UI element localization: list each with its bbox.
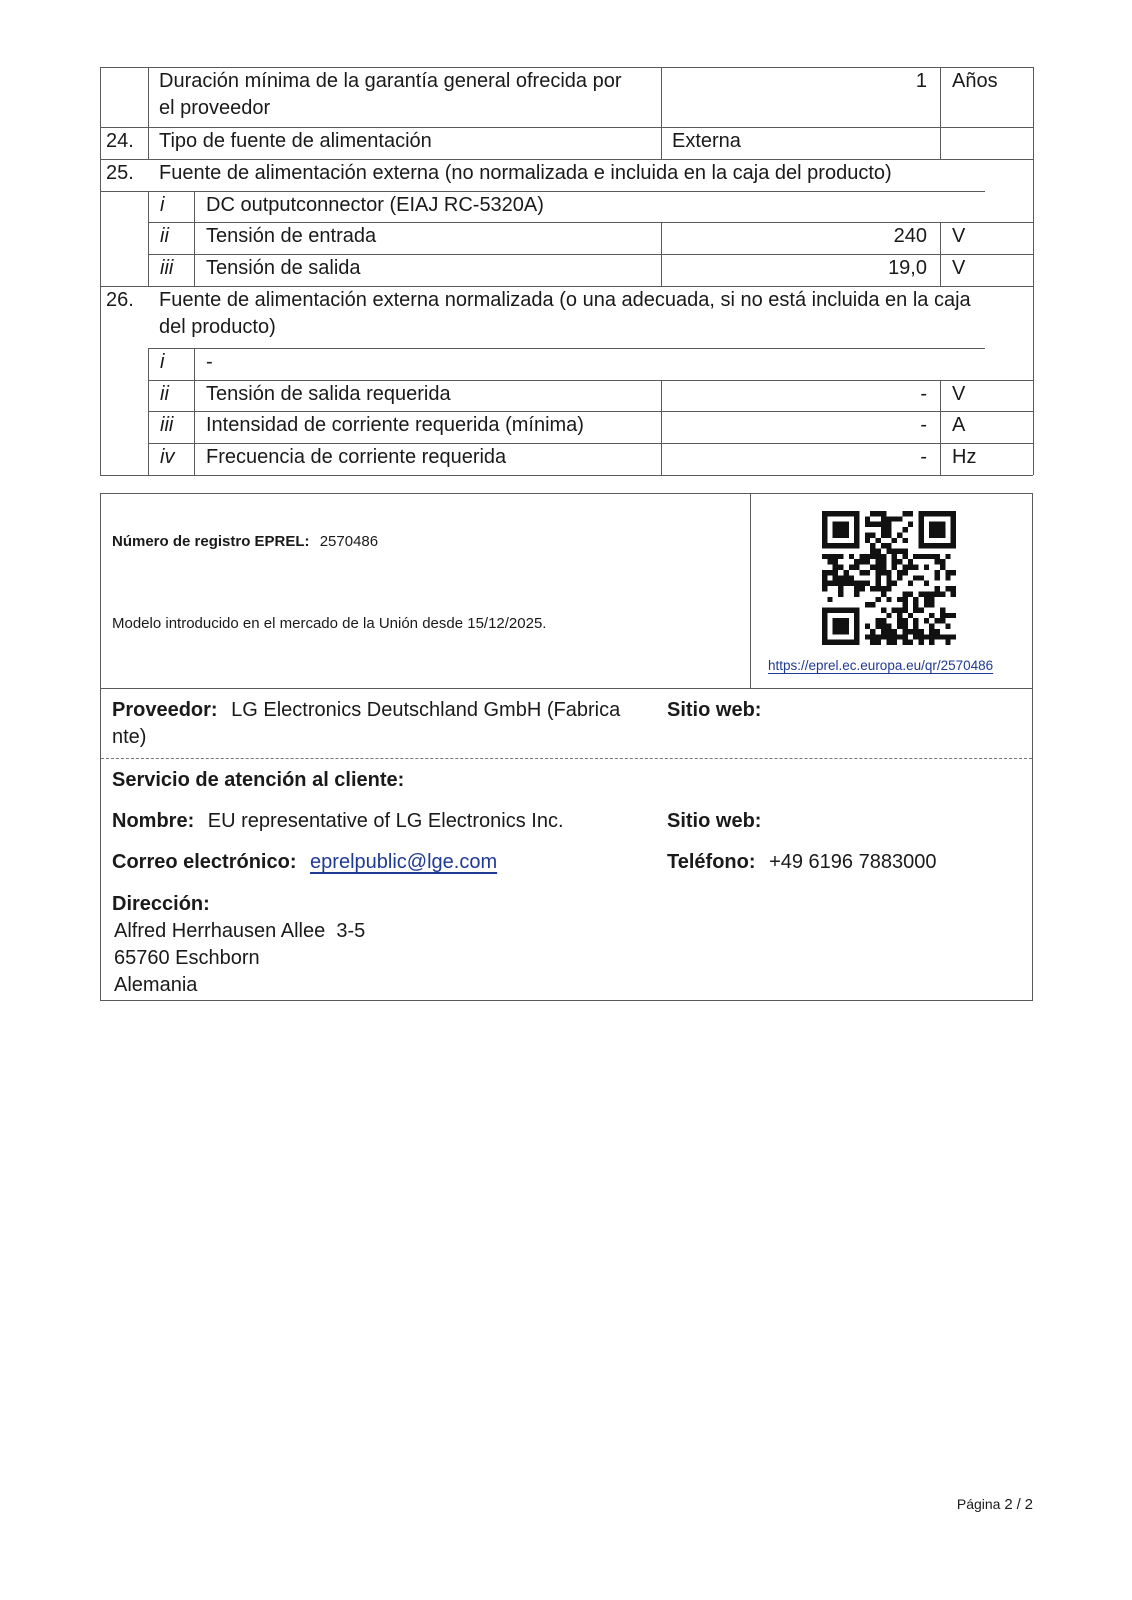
customer-service-heading: Servicio de atención al cliente: [112,769,405,791]
row-label: Tensión de salida requerida [206,383,451,405]
row-unit: V [952,225,966,247]
sub-index: i [160,194,165,216]
email-link[interactable]: eprelpublic@lge.com [310,851,498,873]
supplier-name: LG Electronics Deutschland GmbH (Fabrica [231,699,621,721]
eprel-qr-link[interactable]: https://eprel.ec.europa.eu/qr/2570486 [768,658,994,673]
row-label: Tensión de entrada [206,225,377,247]
phone-number: +49 6196 7883000 [769,851,937,873]
row-value: 1 [915,70,927,92]
supplier-line [112,696,620,724]
row-label: Frecuencia de corriente requerida [206,446,507,468]
row-unit: Hz [952,446,977,468]
market-date-text: Modelo introducido en el mercado de la Unión desde 15/12/2025. [112,615,547,632]
contact-name: EU representative of LG Electronics Inc. [207,810,564,832]
contact-name-line [112,807,564,835]
email-label: Correo electrónico: [112,851,297,873]
contact-name-label: Nombre: [112,810,195,832]
phone-line [667,848,936,876]
row-label: DC outputconnector (EIAJ RC-5320A) [206,194,544,216]
row-label: Tensión de salida [206,257,361,279]
supplier-name-continuation: nte) [112,726,147,748]
row-label-continuation: del producto) [159,316,276,338]
row-value: - [920,414,927,436]
row-number: 25. [106,162,134,184]
eprel-registration [112,532,378,552]
sub-index: i [160,351,165,373]
row-unit: V [952,383,966,405]
row-unit: A [952,414,966,436]
row-label-continuation: el proveedor [159,97,271,119]
row-value: - [920,446,927,468]
page-label: Página [956,1496,1001,1512]
phone-label: Teléfono: [667,851,756,873]
supplier-website-label: Sitio web: [667,699,762,721]
row-value: Externa [672,130,741,152]
row-label: Fuente de alimentación externa (no normalizada e incluida en la caja del producto) [159,162,892,184]
row-value: 240 [893,225,927,247]
qr-code[interactable] [822,511,956,645]
sub-index: ii [160,383,169,405]
eprel-number: 2570486 [319,533,379,550]
address-label: Dirección: [112,893,210,915]
row-unit: Años [952,70,998,92]
contact-website-label: Sitio web: [667,810,762,832]
eprel-label: Número de registro EPREL: [112,533,310,550]
sub-index: iii [160,257,174,279]
sub-index: iv [160,446,175,468]
row-label: - [206,351,213,373]
sub-index: ii [160,225,169,247]
row-number: 24. [106,130,134,152]
row-value: - [920,383,927,405]
row-label: Duración mínima de la garantía general ofrecida por [159,70,622,92]
row-label: Intensidad de corriente requerida (mínima) [206,414,584,436]
row-label: Fuente de alimentación externa normalizada (o una adecuada, si no está incluida en la caja [159,289,971,311]
row-label: Tipo de fuente de alimentación [159,130,432,152]
sub-index: iii [160,414,174,436]
address-line: 65760 Eschborn [114,947,260,969]
page-number [957,1496,1033,1513]
supplier-label: Proveedor: [112,699,218,721]
row-unit: V [952,257,966,279]
address-line: Alemania [114,974,198,996]
page-separator: / [1016,1496,1021,1513]
page-total: 2 [1024,1496,1033,1513]
row-value: 19,0 [888,257,927,279]
row-number: 26. [106,289,134,311]
page-current: 2 [1004,1496,1013,1513]
email-line [112,848,497,876]
address-line: Alfred Herrhausen Allee 3-5 [114,920,366,942]
